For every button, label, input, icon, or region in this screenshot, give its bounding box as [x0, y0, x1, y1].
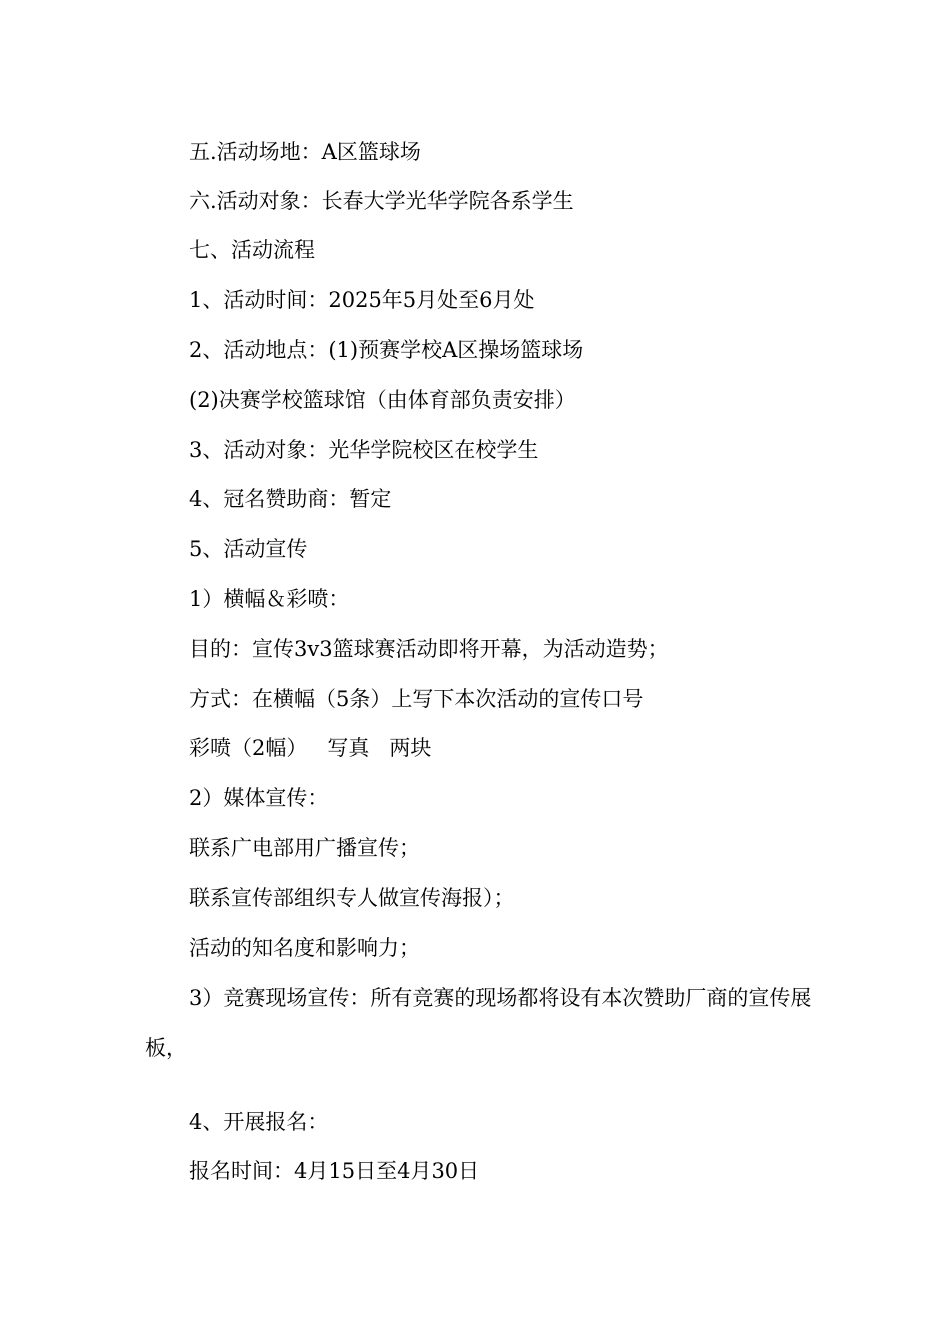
- item-activity-time: 1、活动时间：2025年5月处至6月处: [189, 288, 535, 312]
- media-reputation: 活动的知名度和影响力；: [189, 936, 420, 960]
- item-promotion-heading: 5、活动宣传: [189, 537, 308, 561]
- section-seven-heading: 七、活动流程: [189, 238, 315, 262]
- promo-method: 方式：在横幅（5条）上写下本次活动的宣传口号: [189, 687, 644, 711]
- item-sponsor: 4、冠名赞助商：暂定: [189, 487, 392, 511]
- promo-banner-heading: 1）横幅＆彩喷：: [189, 587, 350, 611]
- media-promo-heading: 2）媒体宣传：: [189, 786, 329, 810]
- promo-purpose: 目的：宣传3v3篮球赛活动即将开幕，为活动造势；: [189, 637, 669, 661]
- media-poster: 联系宣传部组织专人做宣传海报）；: [189, 886, 515, 910]
- item-activity-location: 2、活动地点：(1)预赛学校A区操场篮球场: [189, 338, 584, 362]
- onsite-promo-paragraph: 3）竞赛现场宣传：所有竞赛的现场都将设有本次赞助厂商的宣传展板，: [145, 986, 812, 1060]
- item-final-location: (2)决赛学校篮球馆（由体育部负责安排）: [189, 388, 576, 412]
- item-activity-audience: 3、活动对象：光华学院校区在校学生: [189, 438, 539, 462]
- media-broadcast: 联系广电部用广播宣传；: [189, 836, 420, 860]
- promo-prints: 彩喷（2幅） 写真 两块: [189, 736, 432, 760]
- registration-heading: 4、开展报名：: [189, 1110, 329, 1134]
- registration-time: 报名时间：4月15日至4月30日: [189, 1159, 480, 1183]
- section-five-venue: 五.活动场地：A区篮球场: [189, 140, 421, 164]
- section-six-audience: 六.活动对象：长春大学光华学院各系学生: [189, 189, 574, 213]
